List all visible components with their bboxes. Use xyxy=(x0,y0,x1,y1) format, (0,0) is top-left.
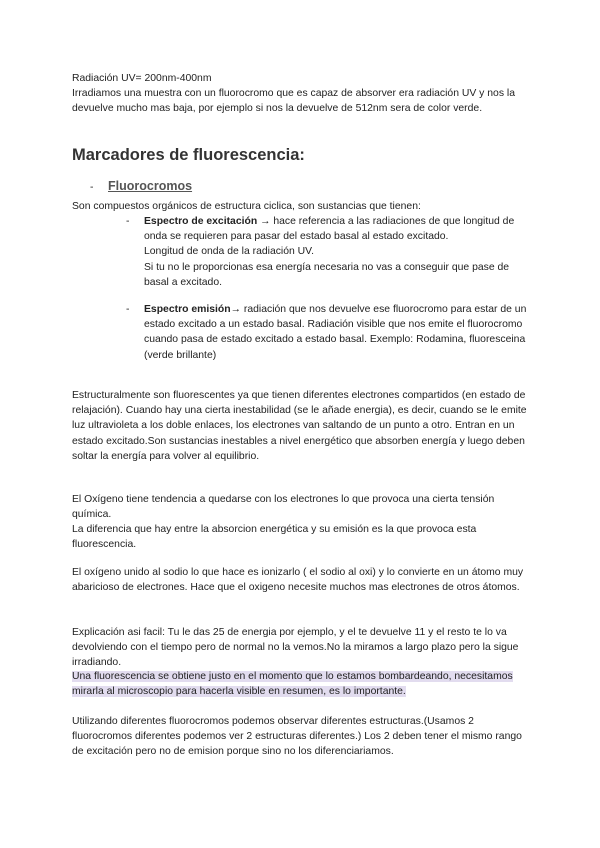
item-extra: Longitud de onda de la radiación UV. xyxy=(144,246,315,258)
intro-paragraph: Irradiamos una muestra con un fluorocromo que es capaz de absorver era radiación UV y nos la devuelve mucho mas baja, por ejemplo si nos la devuelve de 512nm sera de color verde. xyxy=(72,88,515,115)
item-dash: - xyxy=(126,304,130,315)
item-term: Espectro emisión xyxy=(144,304,231,315)
final-paragraph: Utilizando diferentes fluorocromos podemos observar diferentes estructuras.(Usamos 2 fluorocromos diferentes podemos ver 2 estructuras diferentes.) Los 2 deben tener el mismo rango de excitación pero no de emision porque sino no los diferenciariamos. xyxy=(72,716,522,758)
item-extra: Si tu no le proporcionas esa energía necesaria no vas a conseguir que pase de basal a excitado. xyxy=(144,261,510,288)
section-title: Marcadores de fluorescencia: xyxy=(72,146,305,164)
item-description: → radiación que nos devuelve ese fluorocromo para estar de un estado excitado a un estado basal. Radiación visible que nos emite el fluorocromo cuando pasa de estado excitado a estado basal. Exemplo: Rodamina, fluoresceina (verde brillante) xyxy=(144,304,527,361)
subsection-title: Fluorocromos xyxy=(108,179,193,193)
subsection-dash: - xyxy=(90,182,94,193)
oxygen-paragraph-2: La diferencia que hay entre la absorcion energética y su emisión es la que provoca esta fluorescencia. xyxy=(72,524,477,551)
item-dash: - xyxy=(126,216,130,227)
highlighted-paragraph xyxy=(72,669,528,699)
excitation-spectrum-item xyxy=(144,214,528,290)
uv-range-line: Radiación UV= 200nm-400nm xyxy=(72,73,212,84)
highlight-text: Una fluorescencia se obtiene justo en el momento que lo estamos bombardeando, necesitamos mirarla al microscopio para hacerla visible en resumen, es lo importante. xyxy=(72,671,513,698)
easy-explanation-paragraph: Explicación asi facil: Tu le das 25 de energia por ejemplo, y el te devuelve 11 y el resto te lo va devolviendo con el tiempo pero de normal no la vemos.No la miramos a largo plazo pero la sigue irradiando. xyxy=(72,627,519,669)
emission-spectrum-item xyxy=(144,302,528,363)
item-description: → hace referencia a las radiaciones de que longitud de onda se requieren para pasar del estado basal al estado excitado. xyxy=(144,216,515,243)
structural-paragraph: Estructuralmente son fluorescentes ya que tienen diferentes electrones compartidos (en estado de relajación). Cuando hay una cierta inestabilidad (se le añade energia), es decir, cuando se le emite luz ultravioleta a los doble enlaces, los electrones van saltando de un punto a otro. Entran en un estado excitado.Son sustancias inestables a nivel energético que absorben energía y luego deben soltar la energía para volver al equilibrio. xyxy=(72,390,527,462)
item-term: Espectro de excitación xyxy=(144,216,258,227)
compounds-text: Son compuestos orgánicos de estructura ciclica, son sustancias que tienen: xyxy=(72,201,421,212)
oxygen-paragraph-1: El Oxígeno tiene tendencia a quedarse con los electrones lo que provoca una cierta tensión química. xyxy=(72,494,495,521)
sodium-paragraph: El oxígeno unido al sodio lo que hace es ionizarlo ( el sodio al oxi) y lo convierte en un átomo muy abaricioso de electrones. Hace que el oxigeno necesite muchos mas electrones de otros átomos. xyxy=(72,567,524,594)
